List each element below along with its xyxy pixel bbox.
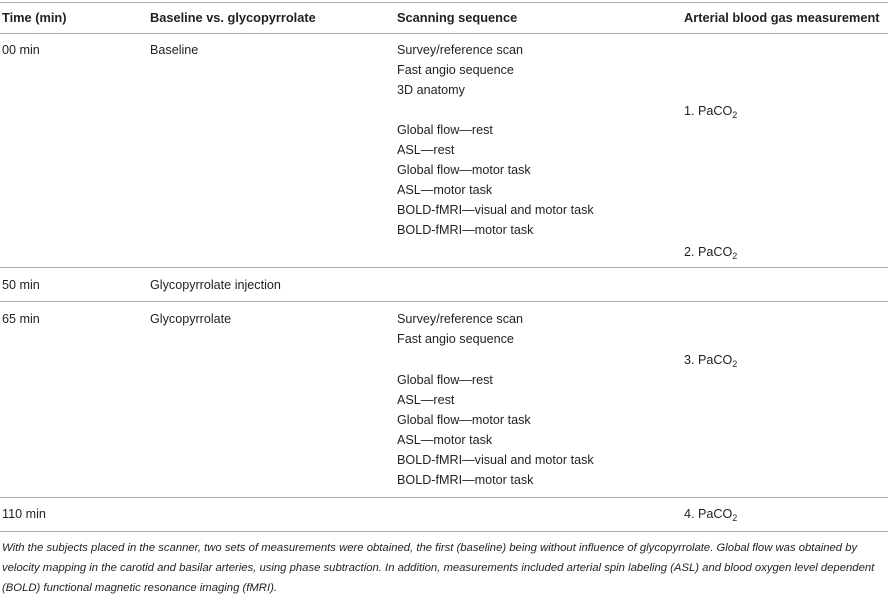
row-divider bbox=[0, 267, 888, 268]
sequence-item: 3D anatomy bbox=[397, 83, 465, 97]
sequence-item: Global flow—rest bbox=[397, 123, 493, 137]
header-sequence: Scanning sequence bbox=[397, 10, 518, 25]
table-bottom-rule bbox=[0, 531, 888, 532]
abg-measurement: 3. PaCO$_2$ bbox=[684, 353, 738, 369]
sequence-item: Global flow—motor task bbox=[397, 413, 531, 427]
row-time: 110 min bbox=[2, 507, 46, 521]
row-time: 65 min bbox=[2, 312, 40, 326]
abg-measurement: 4. PaCO$_2$ bbox=[684, 507, 738, 523]
table-footnote: With the subjects placed in the scanner, two sets of measurements were obtained, the first (baseline) being without influence of glycopyrrolate. Global flow was obtained by velocity mapping in the carotid and basilar arteries, using phase subtraction. In addition, measurements included arterial spin labeling (ASL) and blood oxygen level dependent (BOLD) functional magnetic resonance imaging (fMRI). bbox=[2, 542, 875, 594]
sequence-item: Fast angio sequence bbox=[397, 63, 514, 77]
header-rule bbox=[0, 33, 888, 34]
abg-measurement: 1. PaCO$_2$ bbox=[684, 104, 738, 120]
row-condition: Baseline bbox=[150, 43, 199, 57]
row-divider bbox=[0, 301, 888, 302]
sequence-item: ASL—rest bbox=[397, 393, 455, 407]
row-divider bbox=[0, 497, 888, 498]
row-time: 50 min bbox=[2, 278, 40, 292]
row-condition: Glycopyrrolate bbox=[150, 312, 232, 326]
sequence-item: BOLD-fMRI—motor task bbox=[397, 223, 534, 237]
sequence-item: BOLD-fMRI—visual and motor task bbox=[397, 453, 594, 467]
sequence-item: Global flow—rest bbox=[397, 373, 493, 387]
table-top-rule bbox=[0, 2, 888, 3]
sequence-item: ASL—motor task bbox=[397, 433, 493, 447]
header-time: Time (min) bbox=[2, 10, 67, 25]
sequence-item: Survey/reference scan bbox=[397, 43, 523, 57]
header-abg: Arterial blood gas measurement bbox=[684, 10, 880, 25]
header-condition: Baseline vs. glycopyrrolate bbox=[150, 10, 316, 25]
sequence-item: ASL—motor task bbox=[397, 183, 493, 197]
sequence-item: BOLD-fMRI—motor task bbox=[397, 473, 534, 487]
row-time: 00 min bbox=[2, 43, 40, 57]
row-condition: Glycopyrrolate injection bbox=[150, 278, 281, 292]
sequence-item: Global flow—motor task bbox=[397, 163, 531, 177]
sequence-item: BOLD-fMRI—visual and motor task bbox=[397, 203, 594, 217]
sequence-item: ASL—rest bbox=[397, 143, 455, 157]
abg-measurement: 2. PaCO$_2$ bbox=[684, 245, 738, 261]
sequence-item: Fast angio sequence bbox=[397, 332, 514, 346]
sequence-item: Survey/reference scan bbox=[397, 312, 523, 326]
